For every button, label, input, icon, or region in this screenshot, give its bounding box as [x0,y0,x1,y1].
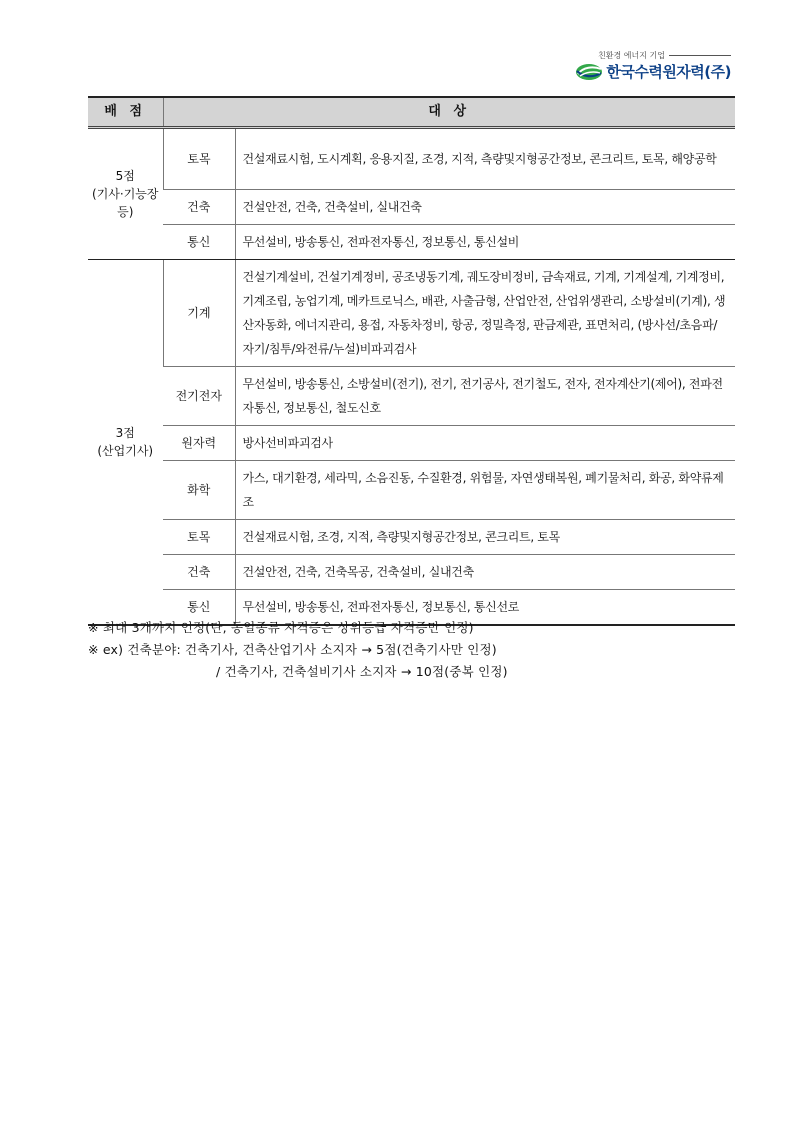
table-header-row [88,97,735,128]
field-cell: 건축 [163,190,235,225]
khnp-swirl-icon [575,63,603,81]
items-cell: 무선설비, 방송통신, 전파전자통신, 정보통신, 통신선로 [235,590,735,626]
table-row [88,426,735,461]
company-logo [551,50,731,84]
score-value: 5점 [115,169,135,183]
header-score: 배 점 [88,97,163,128]
score-level-cont: 등) [117,205,134,219]
certification-score-table [88,96,735,626]
field-cell: 기계 [163,260,235,367]
note-example: ※ ex) 건축분야: 건축기사, 건축산업기사 소지자 → 5점(건축기사만 인정) [88,642,497,657]
items-cell: 방사선비파괴검사 [235,426,735,461]
table-row [88,367,735,426]
table-row [88,520,735,555]
field-cell: 전기전자 [163,367,235,426]
table-row [88,260,735,367]
table-row [88,190,735,225]
logo-tagline [598,50,731,61]
field-cell: 원자력 [163,426,235,461]
field-cell: 토목 [163,520,235,555]
logo-main [575,61,731,82]
logo-tagline-rule [669,55,731,56]
note-example-cont: / 건축기사, 건축설비기사 소지자 → 10점(중복 인정) [216,664,508,679]
items-cell: 건설재료시험, 도시계획, 응용지질, 조경, 지적, 측량및지형공간정보, 콘크리트, 토목, 해양공학 [235,128,735,190]
field-cell: 화학 [163,461,235,520]
items-cell: 건설안전, 건축, 건축설비, 실내건축 [235,190,735,225]
items-cell: 건설재료시험, 조경, 지적, 측량및지형공간정보, 콘크리트, 토목 [235,520,735,555]
field-cell: 통신 [163,590,235,626]
items-cell: 무선설비, 방송통신, 전파전자통신, 정보통신, 통신설비 [235,225,735,260]
items-cell: 무선설비, 방송통신, 소방설비(전기), 전기, 전기공사, 전기철도, 전자, 전자계산기(제어), 전파전자통신, 정보통신, 철도신호 [235,367,735,426]
logo-tagline-text: 친환경 에너지 기업 [598,51,665,60]
table-row [88,461,735,520]
score-level: (산업기사) [97,444,154,458]
logo-org-name: 한국수력원자력(주) [606,63,731,81]
items-cell: 건설기계설비, 건설기계정비, 공조냉동기계, 궤도장비정비, 금속재료, 기계, 기계설계, 기계정비, 기계조립, 농업기계, 메카트로닉스, 배관, 사출금형, 산업안전, 산업위생관리, 소방설비(기계), 생산자동화, 에너지관리, 용접, 자동차정비, 항공, 정밀측정, 판금제관, 표면처리, (방사선/초음파/자기/침투/와전류/누설)비파괴검사 [235,260,735,367]
score-value: 3점 [115,426,135,440]
score-level: (기사·기능장 [92,187,159,201]
header-target: 대 상 [163,97,735,128]
table-row [88,128,735,190]
table-row [88,225,735,260]
table-row [88,555,735,590]
score-cell-3 [88,260,163,626]
note-max-count: ※ 최대 3개까지 인정(단, 동일종류 자격증은 상위등급 자격증만 인정) [88,620,474,635]
items-cell: 건설안전, 건축, 건축목공, 건축설비, 실내건축 [235,555,735,590]
notes-section [88,617,748,683]
field-cell: 토목 [163,128,235,190]
items-cell: 가스, 대기환경, 세라믹, 소음진동, 수질환경, 위험물, 자연생태복원, 폐기물처리, 화공, 화약류제조 [235,461,735,520]
score-cell-5 [88,128,163,260]
field-cell: 통신 [163,225,235,260]
field-cell: 건축 [163,555,235,590]
